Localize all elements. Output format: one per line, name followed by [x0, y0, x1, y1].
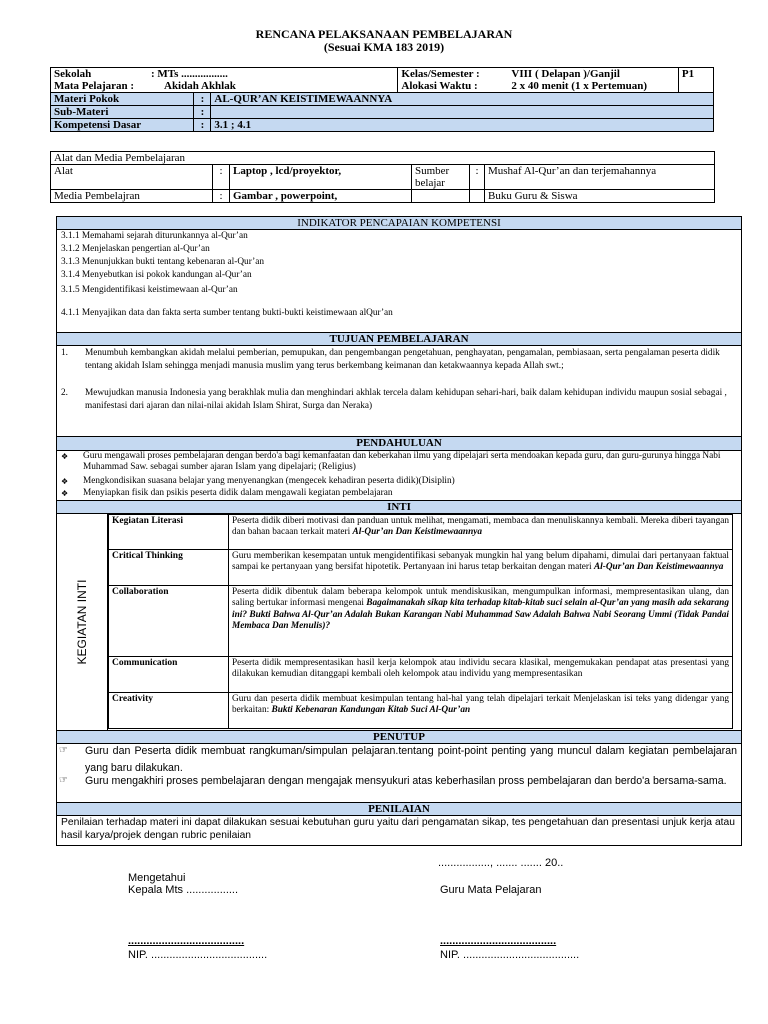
colon: :: [470, 165, 485, 190]
sekolah-value: : MTs .................: [151, 68, 228, 80]
row-emphasis: Bukti Kebenaran Kandungan Kitab Suci Al-Qur’an: [271, 705, 471, 716]
materi-value: AL-QUR’AN KEISTIMEWAANNYA: [211, 93, 714, 106]
penutup-section: [56, 730, 742, 804]
sumber-label: Sumber belajar: [412, 165, 470, 190]
inti-heading: INTI: [57, 501, 741, 514]
colon: :: [213, 190, 230, 203]
mengetahui-label: Mengetahui: [128, 872, 186, 884]
submateri-label: Sub-Materi: [51, 106, 194, 119]
indikator-item: 3.1.2 Menjelaskan pengertian al-Qur’an: [61, 244, 210, 254]
buku-value: Buku Guru & Siswa: [485, 190, 715, 203]
row-text: [229, 586, 733, 657]
kd-value: 3.1 ; 4.1: [211, 119, 714, 132]
alokasi-label: Alokasi Waktu :: [401, 80, 478, 92]
guru-label: Guru Mata Pelajaran: [440, 884, 542, 896]
submateri-value: [211, 106, 714, 119]
penilaian-heading: PENILAIAN: [57, 803, 741, 816]
row-body: Guru dan peserta didik membuat kesimpulan tentang hal-hal yang telah dipelajari terkait Menjelaskan isi teks yang didengar yang berkaitan:: [232, 694, 729, 716]
row-label: Critical Thinking: [109, 550, 229, 586]
tujuan-item: [61, 387, 735, 413]
row-label: Creativity: [109, 693, 229, 729]
row-body: Peserta didik diberi motivasi dan panduan untuk melihat, mengamati, membaca dan menuliskannya kembali. Mereka diberi tayangan dan bahan bacaan terkait materi: [232, 516, 729, 538]
tujuan-section: [56, 332, 742, 438]
kelas-label: Kelas/Semester :: [401, 68, 480, 80]
penutup-item: [59, 743, 737, 776]
plan-code: P1: [678, 68, 713, 93]
pendahuluan-section: [56, 436, 742, 502]
kepala-nip: NIP. ......................................: [128, 949, 268, 961]
mapel-label: Mata Pelajaran :: [54, 80, 135, 92]
kd-label: Kompetensi Dasar: [51, 119, 194, 132]
kepala-label: Kepala Mts .................: [128, 884, 239, 896]
bullet-icon: ❖: [61, 477, 69, 486]
row-emphasis: Bagaimanakah sikap kita terhadap kitab-kitab suci selain al-Qur’an yang masih ada sekarang ini? Bukti Bahwa Al-Qur’an Adalah Bukan Karangan Nabi Muhammad Saw Adalah Bahwa Nabi Seorang Ummi (Tidak Pandai Membaca Dan Menulis)?: [232, 598, 730, 631]
media-value: Gambar , powerpoint,: [230, 190, 412, 203]
row-label: Kegiatan Literasi: [109, 515, 229, 550]
pendahuluan-text: Mengkondisikan suasana belajar yang menyenangkan (mengecek kehadiran peserta didik)(Disiplin): [83, 476, 455, 486]
media-label: Media Pembelajran: [51, 190, 213, 203]
indikator-item: 3.1.5 Mengidentifikasi keistimewaan al-Qur’an: [61, 285, 238, 295]
materi-label: Materi Pokok: [51, 93, 194, 106]
colon: :: [194, 106, 211, 119]
row-label: Communication: [109, 657, 229, 693]
kepala-name: ......................................: [128, 935, 245, 947]
sekolah-label: Sekolah: [54, 68, 92, 80]
penutup-text: Guru mengakhiri proses pembelajaran dengan mengajak mensyukuri atas keberhasilan pross pembelajaran dan berdo'a bersama-sama.: [85, 775, 727, 787]
alat-label: Alat: [51, 165, 213, 190]
tujuan-item: [61, 347, 735, 373]
pointing-hand-icon: ☞: [59, 745, 68, 756]
guru-name: ......................................: [440, 935, 557, 947]
row-body: Guru memberikan kesempatan untuk mengidentifikasi sebanyak mungkin hal yang belum dipahami, dimulai dari pertanyaan faktual sampai ke pertanyaan yang bersifat hipotetik. Pertanyaan ini harus tetap berkaitan dengan materi: [232, 551, 729, 573]
indikator-item: 4.1.1 Menyajikan data dan fakta serta sumber tentang bukti-bukti keistimewaan alQur’an: [61, 308, 393, 318]
tujuan-number: 2.: [61, 388, 68, 398]
alat-value: Laptop , lcd/proyektor,: [230, 165, 412, 190]
pendahuluan-item: [61, 451, 735, 474]
mapel-value: Akidah Akhlak: [164, 80, 236, 92]
row-text: [229, 550, 733, 586]
row-emphasis: Al-Qur’an Dan Keistimewaannya: [352, 527, 483, 538]
row-text: [229, 657, 733, 693]
indikator-item: 3.1.3 Menunjukkan bukti tentang kebenaran al-Qur’an: [61, 257, 265, 267]
kegiatan-inti-label: KEGIATAN INTI: [75, 579, 89, 665]
tujuan-number: 1.: [61, 348, 68, 358]
indikator-item: 3.1.1 Memahami sejarah diturunkannya al-Qur’an: [61, 231, 248, 241]
alokasi-value: 2 x 40 menit (1 x Pertemuan): [511, 80, 648, 92]
colon: :: [194, 119, 211, 132]
alat-heading: Alat dan Media Pembelajaran: [51, 152, 715, 165]
guru-nip: NIP. ......................................: [440, 949, 580, 961]
tujuan-text: Menumbuh kembangkan akidah melalui pemberian, pemupukan, dan pengembangan pengetahuan, penghayatan, pengamalan, pembiasaan, serta pengalaman peserta didik tentang akidah Islam sehingga menjadi manusia muslim yang terus berkembang keimanan dan ketakwaannya kepada Allah swt.;: [85, 348, 720, 372]
colon: :: [213, 165, 230, 190]
indikator-heading: INDIKATOR PENCAPAIAN KOMPETENSI: [57, 217, 741, 230]
sumber-value: Mushaf Al-Qur’an dan terjemahannya: [485, 165, 715, 190]
row-emphasis: Al-Qur’an Dan Keistimewaannya: [593, 562, 724, 573]
bullet-icon: ❖: [61, 489, 69, 498]
penutup-item: [59, 773, 737, 790]
tujuan-heading: TUJUAN PEMBELAJARAN: [57, 333, 741, 346]
penutup-heading: PENUTUP: [57, 731, 741, 744]
indikator-item: 3.1.4 Menyebutkan isi pokok kandungan al-Qur’an: [61, 270, 252, 280]
pendahuluan-item: [61, 476, 735, 487]
date-line: ................., ....... ....... 20..: [438, 857, 564, 869]
tujuan-text: Mewujudkan manusia Indonesia yang berakhlak mulia dan menghindari akhlak tercela dalam kehidupan sehari-hari, baik dalam kehidupan individu maupun sosial sebagai , manifestasi dari ajaran dan nilai-nilai akidah Islam Shirat, Surga dan Neraka): [85, 388, 727, 412]
alat-media-table: [50, 151, 715, 203]
penilaian-section: [56, 802, 742, 846]
pendahuluan-item: [61, 488, 735, 499]
kegiatan-inti-table: [108, 514, 733, 729]
penilaian-text: Penilaian terhadap materi ini dapat dilakukan sesuai kebutuhan guru yaitu dari pengamatan sikap, tes pengetahuan dan presentasi unjuk kerja atau hasil karya/projek dengan rubric penilaian: [61, 817, 735, 841]
identity-left: [51, 68, 398, 93]
row-body: Peserta didik dibentuk dalam beberapa kelompok untuk mendiskusikan, mengumpulkan informasi, mempresentasikan ulang, dan saling bertukar informasi mengenai: [232, 587, 729, 609]
colon: :: [194, 93, 211, 106]
kelas-value: VIII ( Delapan )/Ganjil: [511, 68, 620, 80]
pendahuluan-text: Menyiapkan fisik dan psikis peserta didik dalam mengawali kegiatan pembelajaran: [83, 488, 393, 498]
identity-table: [50, 67, 714, 132]
page-title: RENCANA PELAKSANAAN PEMBELAJARAN: [255, 27, 513, 41]
row-label: Collaboration: [109, 586, 229, 657]
page-subtitle: (Sesuai KMA 183 2019): [323, 40, 445, 54]
row-body: Peserta didik mempresentasikan hasil kerja kelompok atau individu secara klasikal, mengemukakan pendapat atas presentasi yang dilakukan kemudian ditanggapi kembali oleh kelompok atau individu yang mempresentasikan: [232, 658, 729, 680]
indikator-section: [56, 216, 742, 336]
pointing-hand-icon: ☞: [59, 775, 68, 786]
kegiatan-inti-side: [57, 514, 108, 731]
identity-right: [398, 68, 678, 93]
pendahuluan-text: Guru mengawali proses pembelajaran dengan berdo'a bagi kemanfaatan dan keberkahan ilmu yang dipelajari serta mendoakan kepada guru, dan guru-gurunya hingga Nabi Muhammad Saw. sebagai sumber ajaran Islam yang dipelajari; (Religius): [83, 451, 721, 473]
inti-section: [56, 500, 742, 732]
pendahuluan-heading: PENDAHULUAN: [57, 437, 741, 451]
row-text: [229, 515, 733, 550]
row-text: [229, 693, 733, 729]
penutup-text: Guru dan Peserta didik membuat rangkuman/simpulan pelajaran.tentang point-point penting yang muncul dalam kegiatan pembelajaran yang baru dilakukan.: [85, 745, 737, 774]
bullet-icon: ❖: [61, 452, 69, 461]
